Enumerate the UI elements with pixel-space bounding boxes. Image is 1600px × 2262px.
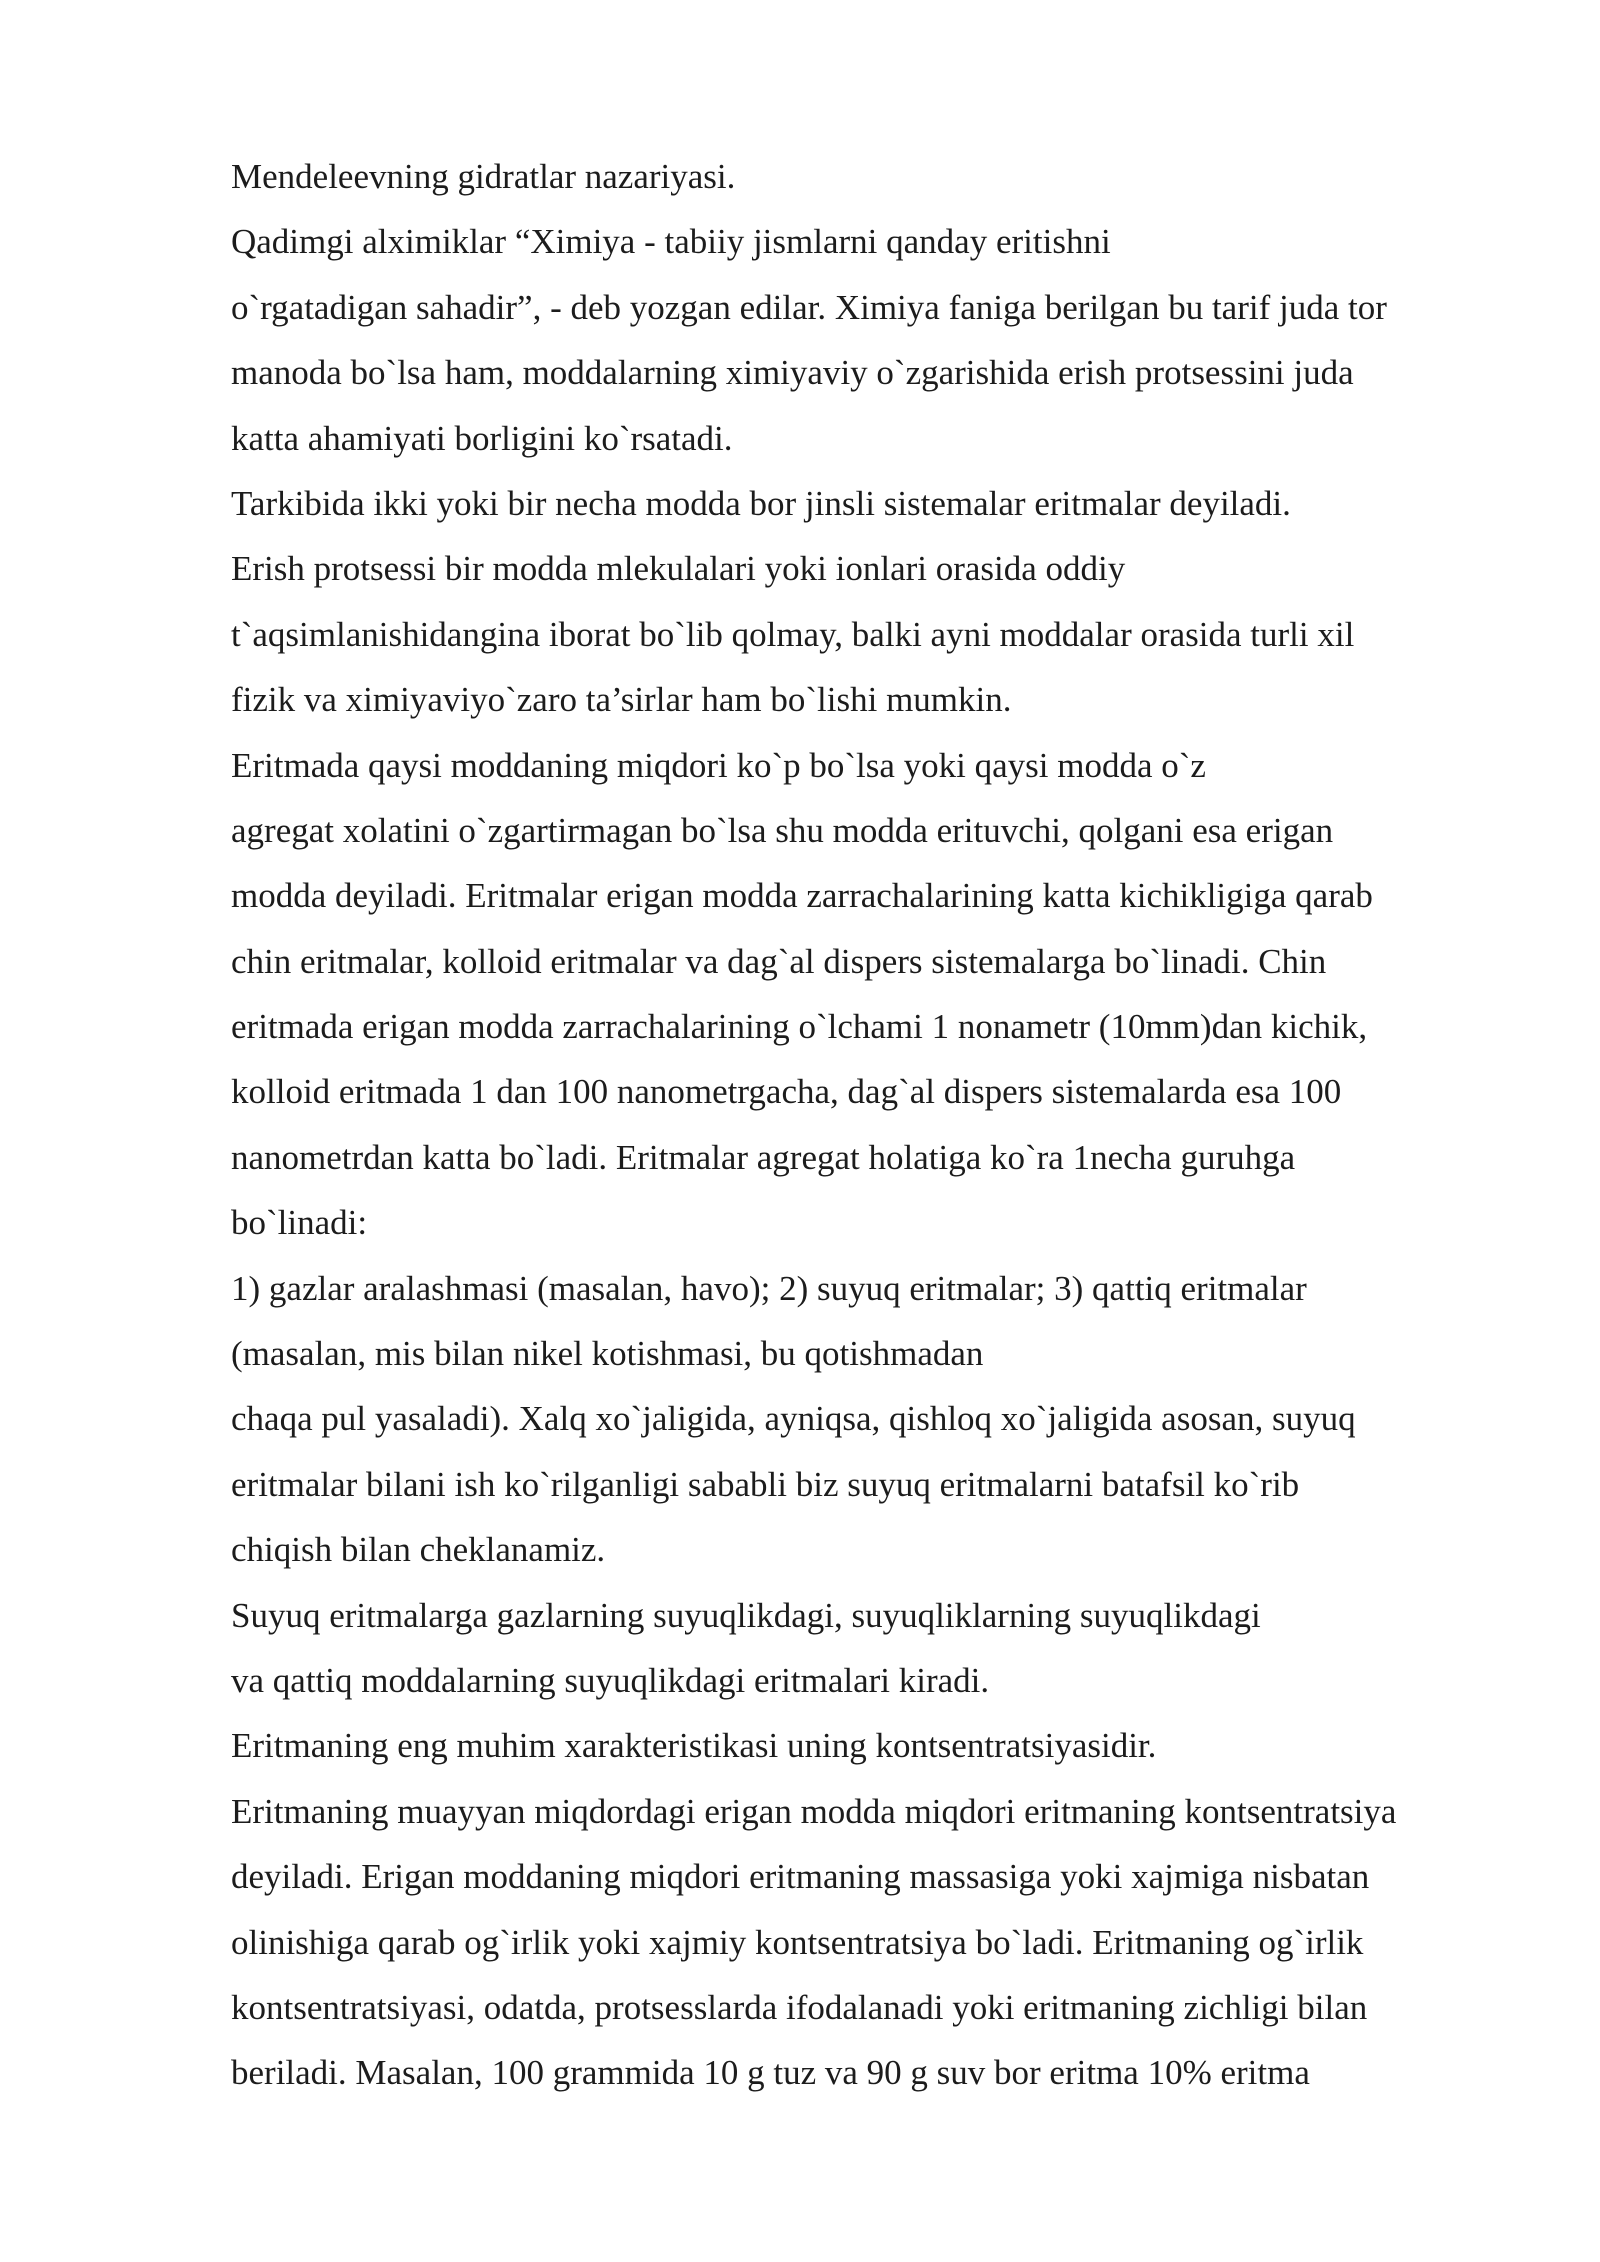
text-line-6: Erish protsessi bir modda mlekulalari yoki ionlari orasida oddiy bbox=[231, 549, 1126, 589]
text-line-25: Eritmaning muayyan miqdordagi erigan modda miqdori eritmaning kontsentratsiya bbox=[231, 1791, 1397, 1831]
text-line-19: chaqa pul yasaladi). Xalq xo`jaligida, ayniqsa, qishloq xo`jaligida asosan, suyuq bbox=[231, 1399, 1356, 1439]
text-line-22: Suyuq eritmalarga gazlarning suyuqlikdagi, suyuqliklarning suyuqlikdagi bbox=[231, 1595, 1261, 1635]
text-line-18: (masalan, mis bilan nikel kotishmasi, bu qotishmadan bbox=[231, 1334, 984, 1374]
text-line-29: beriladi. Masalan, 100 grammida 10 g tuz va 90 g suv bor eritma 10% eritma bbox=[231, 2053, 1310, 2093]
text-line-5: Tarkibida ikki yoki bir necha modda bor jinsli sistemalar eritmalar deyiladi. bbox=[231, 483, 1291, 523]
text-line-13: eritmada erigan modda zarrachalarining o`lchami 1 nonametr (10mm)dan kichik, bbox=[231, 1007, 1368, 1047]
text-line-1: Qadimgi alximiklar “Ximiya - tabiiy jismlarni qanday eritishni bbox=[231, 222, 1111, 262]
text-line-9: Eritmada qaysi moddaning miqdori ko`p bo`lsa yoki qaysi modda o`z bbox=[231, 745, 1206, 785]
text-line-2: o`rgatadigan sahadir”, - deb yozgan edilar. Ximiya faniga berilgan bu tarif juda tor bbox=[231, 287, 1387, 327]
text-line-4: katta ahamiyati borligini ko`rsatadi. bbox=[231, 418, 733, 458]
text-line-14: kolloid eritmada 1 dan 100 nanometrgacha, dag`al dispers sistemalarda esa 100 bbox=[231, 1072, 1342, 1112]
text-line-16: bo`linadi: bbox=[231, 1203, 368, 1243]
text-line-8: fizik va ximiyaviyo`zaro ta’sirlar ham bo`lishi mumkin. bbox=[231, 680, 1012, 720]
text-line-26: deyiladi. Erigan moddaning miqdori eritmaning massasiga yoki xajmiga nisbatan bbox=[231, 1857, 1370, 1897]
text-line-11: modda deyiladi. Eritmalar erigan modda zarrachalarining katta kichikligiga qarab bbox=[231, 876, 1373, 916]
text-line-3: manoda bo`lsa ham, moddalarning ximiyaviy o`zgarishida erish protsessini juda bbox=[231, 353, 1354, 393]
text-line-24: Eritmaning eng muhim xarakteristikasi uning kontsentratsiyasidir. bbox=[231, 1726, 1157, 1766]
text-line-28: kontsentratsiyasi, odatda, protsesslarda ifodalanadi yoki eritmaning zichligi bilan bbox=[231, 1987, 1368, 2027]
text-line-7: t`aqsimlanishidangina iborat bo`lib qolmay, balki ayni moddalar orasida turli xil bbox=[231, 614, 1355, 654]
document-body bbox=[231, 144, 1531, 2106]
text-line-10: agregat xolatini o`zgartirmagan bo`lsa shu modda erituvchi, qolgani esa erigan bbox=[231, 810, 1334, 850]
text-line-17: 1) gazlar aralashmasi (masalan, havo); 2) suyuq eritmalar; 3) qattiq eritmalar bbox=[231, 1268, 1307, 1308]
text-line-21: chiqish bilan cheklanamiz. bbox=[231, 1530, 606, 1570]
text-line-12: chin eritmalar, kolloid eritmalar va dag`al dispers sistemalarga bo`linadi. Chin bbox=[231, 941, 1327, 981]
text-line-15: nanometrdan katta bo`ladi. Eritmalar agregat holatiga ko`ra 1necha guruhga bbox=[231, 1137, 1296, 1177]
document-title: Mendeleevning gidratlar nazariyasi. bbox=[231, 157, 736, 196]
text-line-20: eritmalar bilani ish ko`rilganligi sababli biz suyuq eritmalarni batafsil ko`rib bbox=[231, 1464, 1300, 1504]
text-line-27: olinishiga qarab og`irlik yoki xajmiy kontsentratsiya bo`ladi. Eritmaning og`irlik bbox=[231, 1922, 1364, 1962]
text-line-23: va qattiq moddalarning suyuqlikdagi eritmalari kiradi. bbox=[231, 1660, 990, 1700]
